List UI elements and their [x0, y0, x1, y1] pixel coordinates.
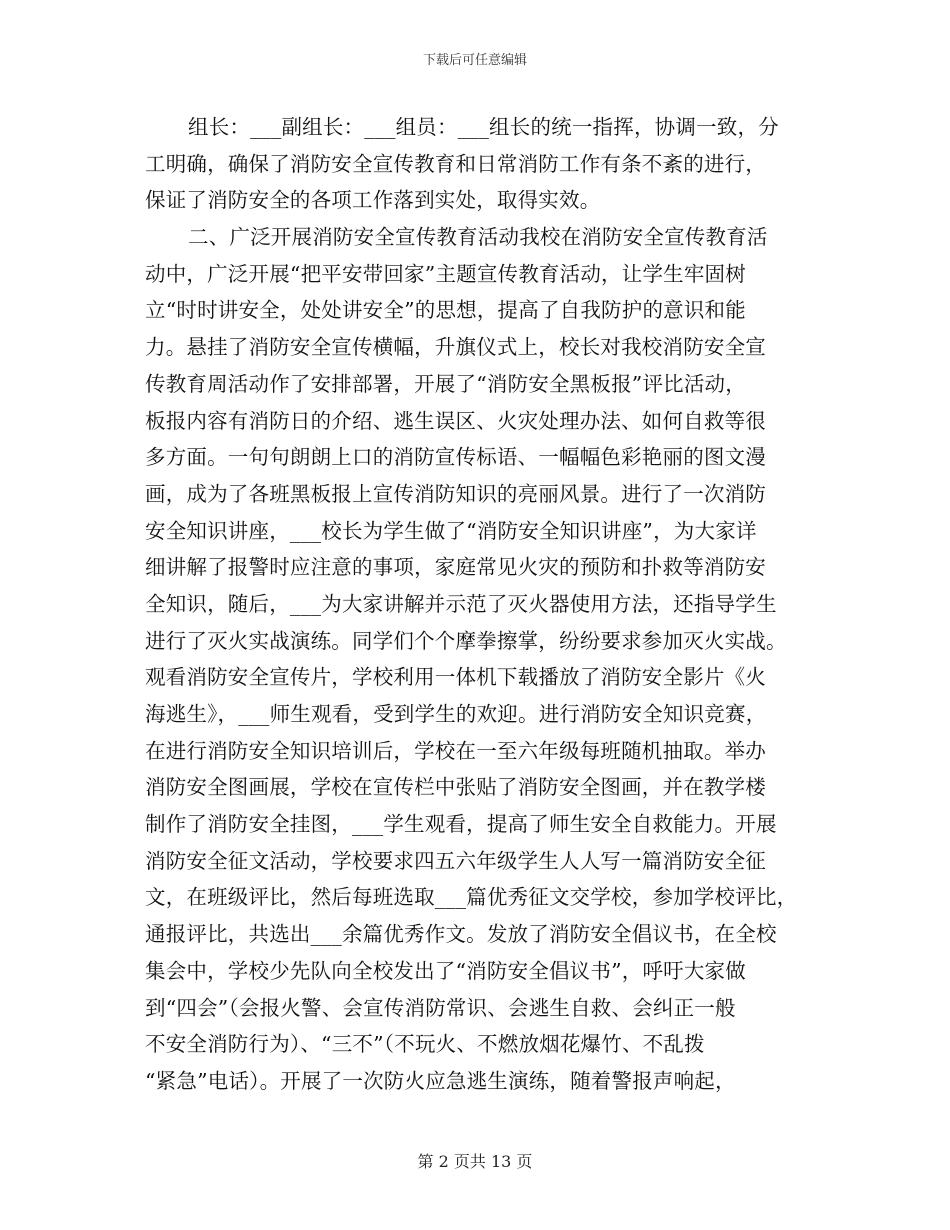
- text-line: 消防安全征文活动，学校要求四五六年级学生人人写一篇消防安全征: [145, 848, 766, 873]
- text-line: 多方面。一句句朗朗上口的消防宣传标语、一幅幅色彩艳丽的图文漫: [145, 445, 766, 470]
- text-line: 立“时时讲安全，处处讲安全”的思想，提高了自我防护的意识和能: [145, 298, 746, 323]
- text-line: 细讲解了报警时应注意的事项，家庭常见火灾的预防和扑救等消防安: [145, 555, 766, 580]
- text-line: 制作了消防安全挂图，___学生观看，提高了师生安全自救能力。开展: [145, 812, 777, 837]
- text-line: 动中，广泛开展“把平安带回家”主题宣传教育活动，让学生牢固树: [145, 261, 746, 286]
- text-line: 画，成为了各班黑板报上宣传消防知识的亮丽风景。进行了一次消防: [145, 481, 766, 506]
- page-header: 下载后可任意编辑: [422, 53, 527, 68]
- text-line: 工明确，确保了消防安全宣传教育和日常消防工作有条不紊的进行，: [145, 151, 766, 176]
- text-line-paragraph-start: 组长：___副组长：___组员：___组长的统一指挥，协调一致，分: [188, 115, 779, 139]
- text-line: 观看消防安全宣传片，学校利用一体机下载播放了消防安全影片《火: [145, 665, 766, 690]
- text-line: 全知识，随后，___为大家讲解并示范了灭火器使用方法，还指导学生: [145, 591, 777, 616]
- text-line: 不安全消防行为）、“三不”（不玩火、不燃放烟花爆竹、不乱拨: [145, 1032, 705, 1057]
- text-line: 集会中，学校少先队向全校发出了“消防安全倡议书”，呼吁大家做: [145, 958, 746, 983]
- text-line: 文，在班级评比，然后每班选取___篇优秀征文交学校，参加学校评比，: [145, 885, 798, 910]
- page-footer: 第 2 页共 13 页: [417, 1152, 533, 1171]
- text-line: 保证了消防安全的各项工作落到实处，取得实效。: [145, 188, 601, 213]
- text-line: “紧急”电话）。开展了一次防火应急逃生演练，随着警报声响起，: [145, 1068, 736, 1093]
- text-line: 板报内容有消防日的介绍、逃生误区、火灾处理办法、如何自救等很: [145, 408, 766, 433]
- text-line: 到“四会”（会报火警、会宣传消防常识、会逃生自救、会纠正一般: [145, 995, 736, 1020]
- text-line: 消防安全图画展，学校在宣传栏中张贴了消防安全图画，并在教学楼: [145, 775, 766, 800]
- text-line: 海逃生》，___师生观看，受到学生的欢迎。进行消防安全知识竞赛，: [145, 702, 767, 726]
- text-line: 在进行消防安全知识培训后，学校在一至六年级每班随机抽取。举办: [145, 738, 766, 763]
- document-body: [145, 109, 815, 1100]
- text-line: 安全知识讲座，___校长为学生做了“消防安全知识讲座”，为大家详: [145, 518, 757, 543]
- text-line: 通报评比，共选出___余篇优秀作文。发放了消防安全倡议书，在全校: [145, 922, 777, 947]
- text-line: 传教育周活动作了安排部署，开展了“消防安全黑板报”评比活动，: [145, 371, 746, 396]
- text-line: 进行了灭火实战演练。同学们个个摩拳擦掌，纷纷要求参加灭火实战。: [145, 628, 787, 653]
- text-line: 力。悬挂了消防安全宣传横幅，升旗仪式上，校长对我校消防安全宣: [145, 335, 766, 360]
- text-line-paragraph-start: 二、广泛开展消防安全宣传教育活动我校在消防安全宣传教育活: [188, 225, 768, 250]
